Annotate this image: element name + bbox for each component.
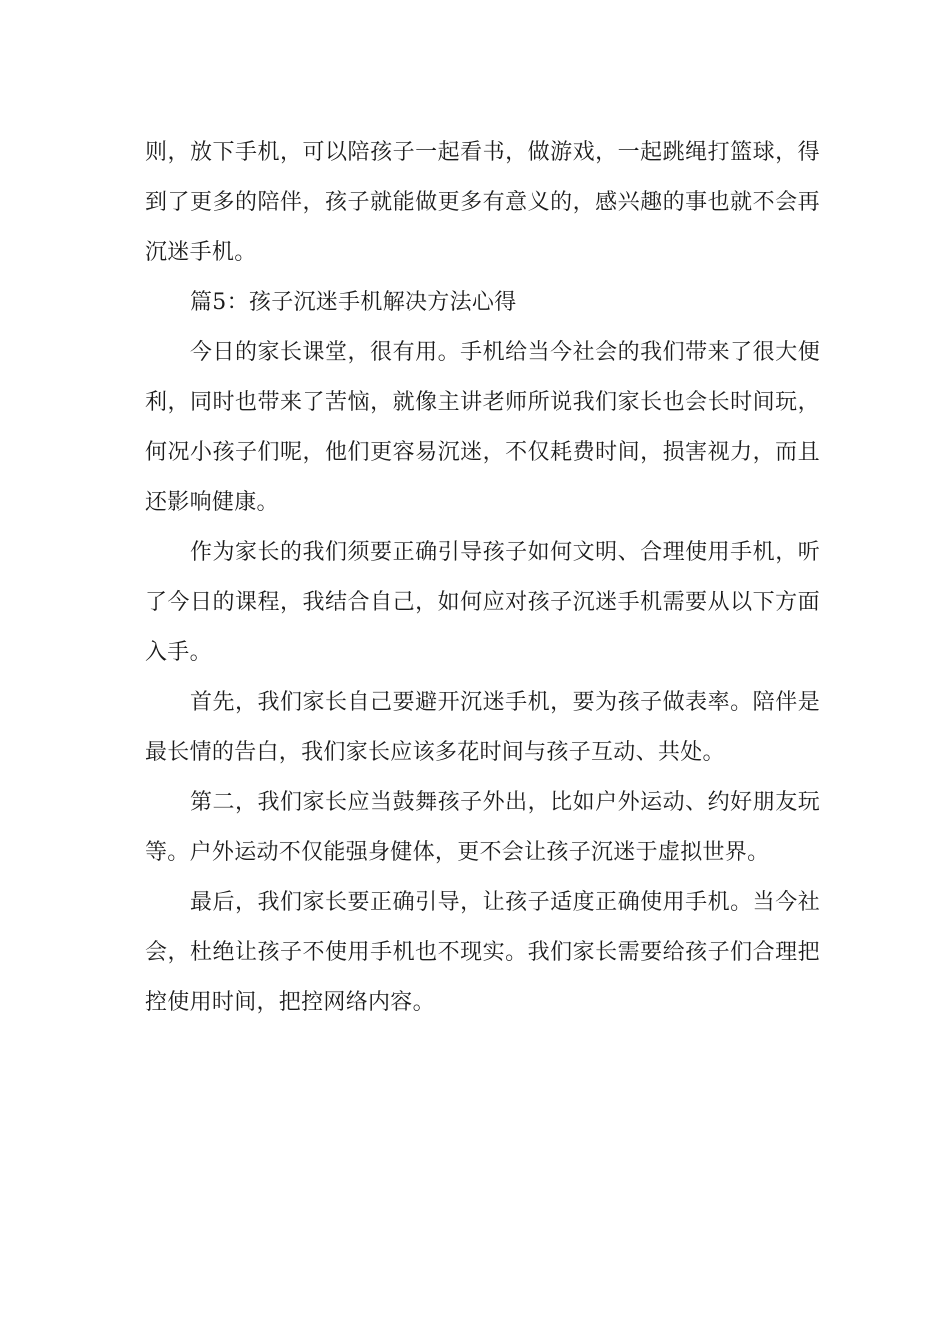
- paragraph-continued: 则，放下手机，可以陪孩子一起看书，做游戏，一起跳绳打篮球，得到了更多的陪伴，孩子就能做更多有意义的，感兴趣的事也就不会再沉迷手机。: [145, 140, 820, 265]
- paragraph: 今日的家长课堂，很有用。手机给当今社会的我们带来了很大便利，同时也带来了苦恼，就像主讲老师所说我们家长也会长时间玩，何况小孩子们呢，他们更容易沉迷，不仅耗费时间，损害视力，而且还影响健康。: [145, 340, 820, 515]
- document-body: [145, 128, 820, 1028]
- paragraph: 作为家长的我们须要正确引导孩子如何文明、合理使用手机，听了今日的课程，我结合自己，如何应对孩子沉迷手机需要从以下方面入手。: [145, 540, 820, 665]
- paragraph: 首先，我们家长自己要避开沉迷手机，要为孩子做表率。陪伴是最长情的告白，我们家长应该多花时间与孩子互动、共处。: [145, 690, 820, 765]
- section-heading: 篇5：孩子沉迷手机解决方法心得: [190, 290, 517, 315]
- paragraph: 最后，我们家长要正确引导，让孩子适度正确使用手机。当今社会，杜绝让孩子不使用手机也不现实。我们家长需要给孩子们合理把控使用时间，把控网络内容。: [145, 890, 820, 1015]
- paragraph: 第二，我们家长应当鼓舞孩子外出，比如户外运动、约好朋友玩等。户外运动不仅能强身健体，更不会让孩子沉迷于虚拟世界。: [145, 790, 820, 865]
